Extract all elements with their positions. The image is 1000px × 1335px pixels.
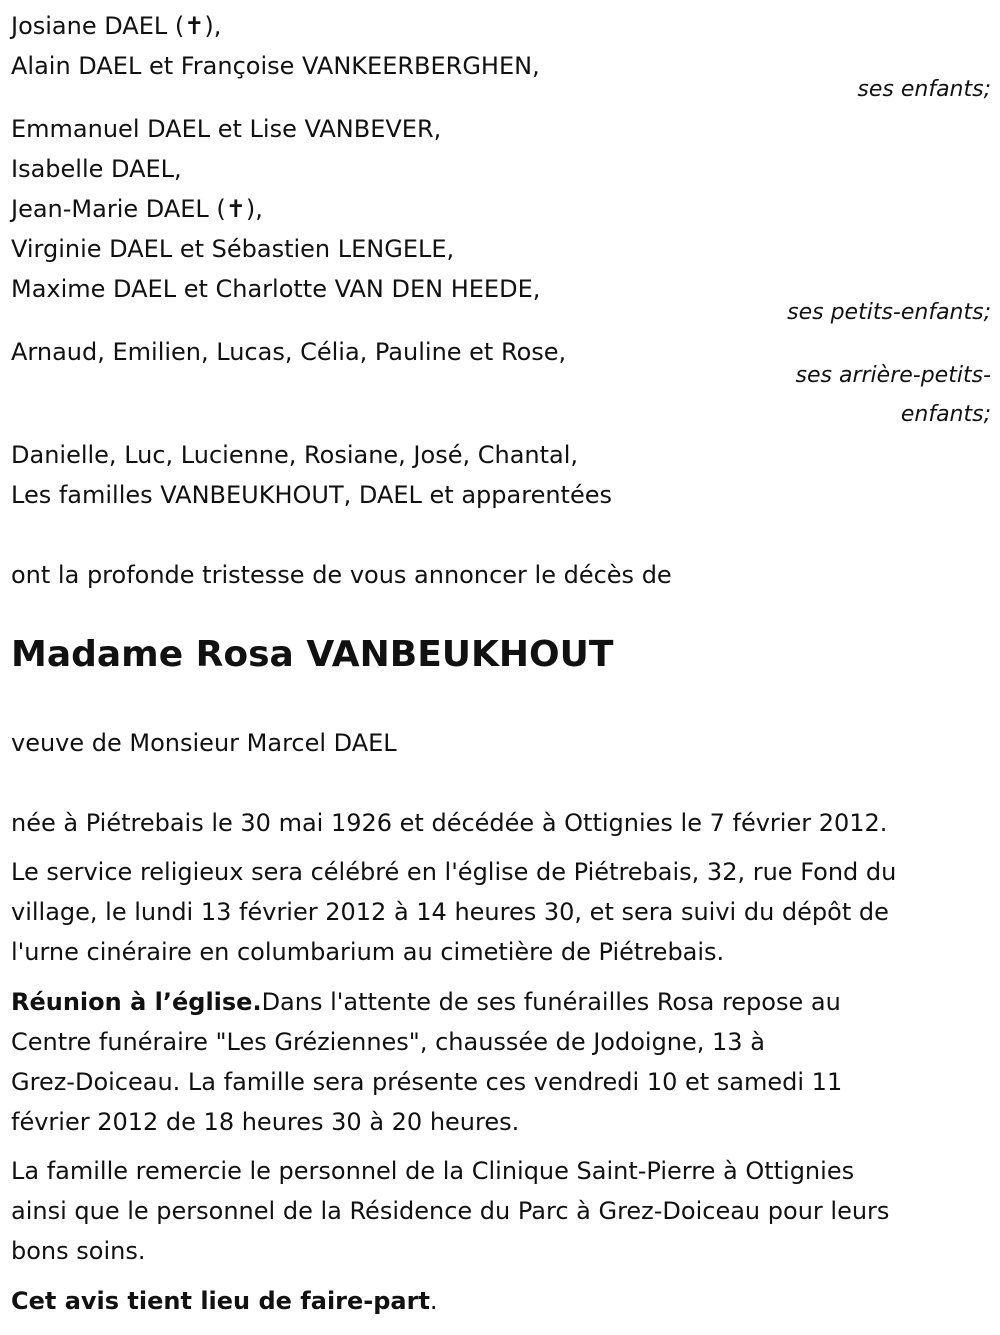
reunion-line-1 (11, 982, 841, 1022)
closing-line (11, 1281, 438, 1321)
closing-period: . (429, 1287, 438, 1315)
reunion-line-2: Centre funéraire "Les Gréziennes", chaussée de Jodoigne, 13 à (11, 1028, 765, 1056)
birth-death-text: née à Piétrebais le 30 mai 1926 et décédée à Ottignies le 7 février 2012. (11, 809, 888, 837)
grandchildren-line-2: Isabelle DAEL, (11, 155, 182, 183)
thanks-line-3: bons soins. (11, 1237, 146, 1265)
reunion-line-3: Grez-Doiceau. La famille sera présente ces vendredi 10 et samedi 11 (11, 1068, 843, 1096)
reunion-line-1-rest: Dans l'attente de ses funérailles Rosa repose au (261, 988, 841, 1016)
reunion-heading: Réunion à l’église. (11, 988, 262, 1016)
grandchildren-line-4: Virginie DAEL et Sébastien LENGELE, (11, 235, 455, 263)
grandchildren-role: ses petits-enfants; (787, 300, 991, 325)
others-line-1: Danielle, Luc, Lucienne, Rosiane, José, Chantal, (11, 441, 579, 469)
service-line-1: Le service religieux sera célébré en l'église de Piétrebais, 32, rue Fond du (11, 858, 897, 886)
children-line-2: Alain DAEL et Françoise VANKEERBERGHEN, (11, 52, 540, 80)
children-role: ses enfants; (857, 77, 991, 102)
deceased-name: Madame Rosa VANBEUKHOUT (11, 634, 614, 675)
grandchildren-line-3: Jean-Marie DAEL (✝), (11, 195, 263, 223)
thanks-line-1: La famille remercie le personnel de la Clinique Saint-Pierre à Ottignies (11, 1157, 855, 1185)
grandchildren-line-1: Emmanuel DAEL et Lise VANBEVER, (11, 115, 442, 143)
service-line-3: l'urne cinéraire en columbarium au cimetière de Piétrebais. (11, 938, 725, 966)
reunion-line-4: février 2012 de 18 heures 30 à 20 heures. (11, 1108, 520, 1136)
closing-bold-text: Cet avis tient lieu de faire-part (11, 1287, 430, 1315)
widow-of-text: veuve de Monsieur Marcel DAEL (11, 729, 397, 757)
grandchildren-line-5: Maxime DAEL et Charlotte VAN DEN HEEDE, (11, 275, 541, 303)
announcement-text: ont la profonde tristesse de vous annoncer le décès de (11, 561, 672, 589)
children-line-1: Josiane DAEL (✝), (11, 12, 222, 40)
great-grandchildren-role-line-2: enfants; (900, 402, 991, 427)
others-line-2: Les familles VANBEUKHOUT, DAEL et apparentées (11, 481, 612, 509)
great-grandchildren-line: Arnaud, Emilien, Lucas, Célia, Pauline et Rose, (11, 338, 567, 366)
thanks-line-2: ainsi que le personnel de la Résidence du Parc à Grez-Doiceau pour leurs (11, 1197, 890, 1225)
great-grandchildren-role-line-1: ses arrière-petits- (795, 363, 991, 388)
service-line-2: village, le lundi 13 février 2012 à 14 heures 30, et sera suivi du dépôt de (11, 898, 889, 926)
